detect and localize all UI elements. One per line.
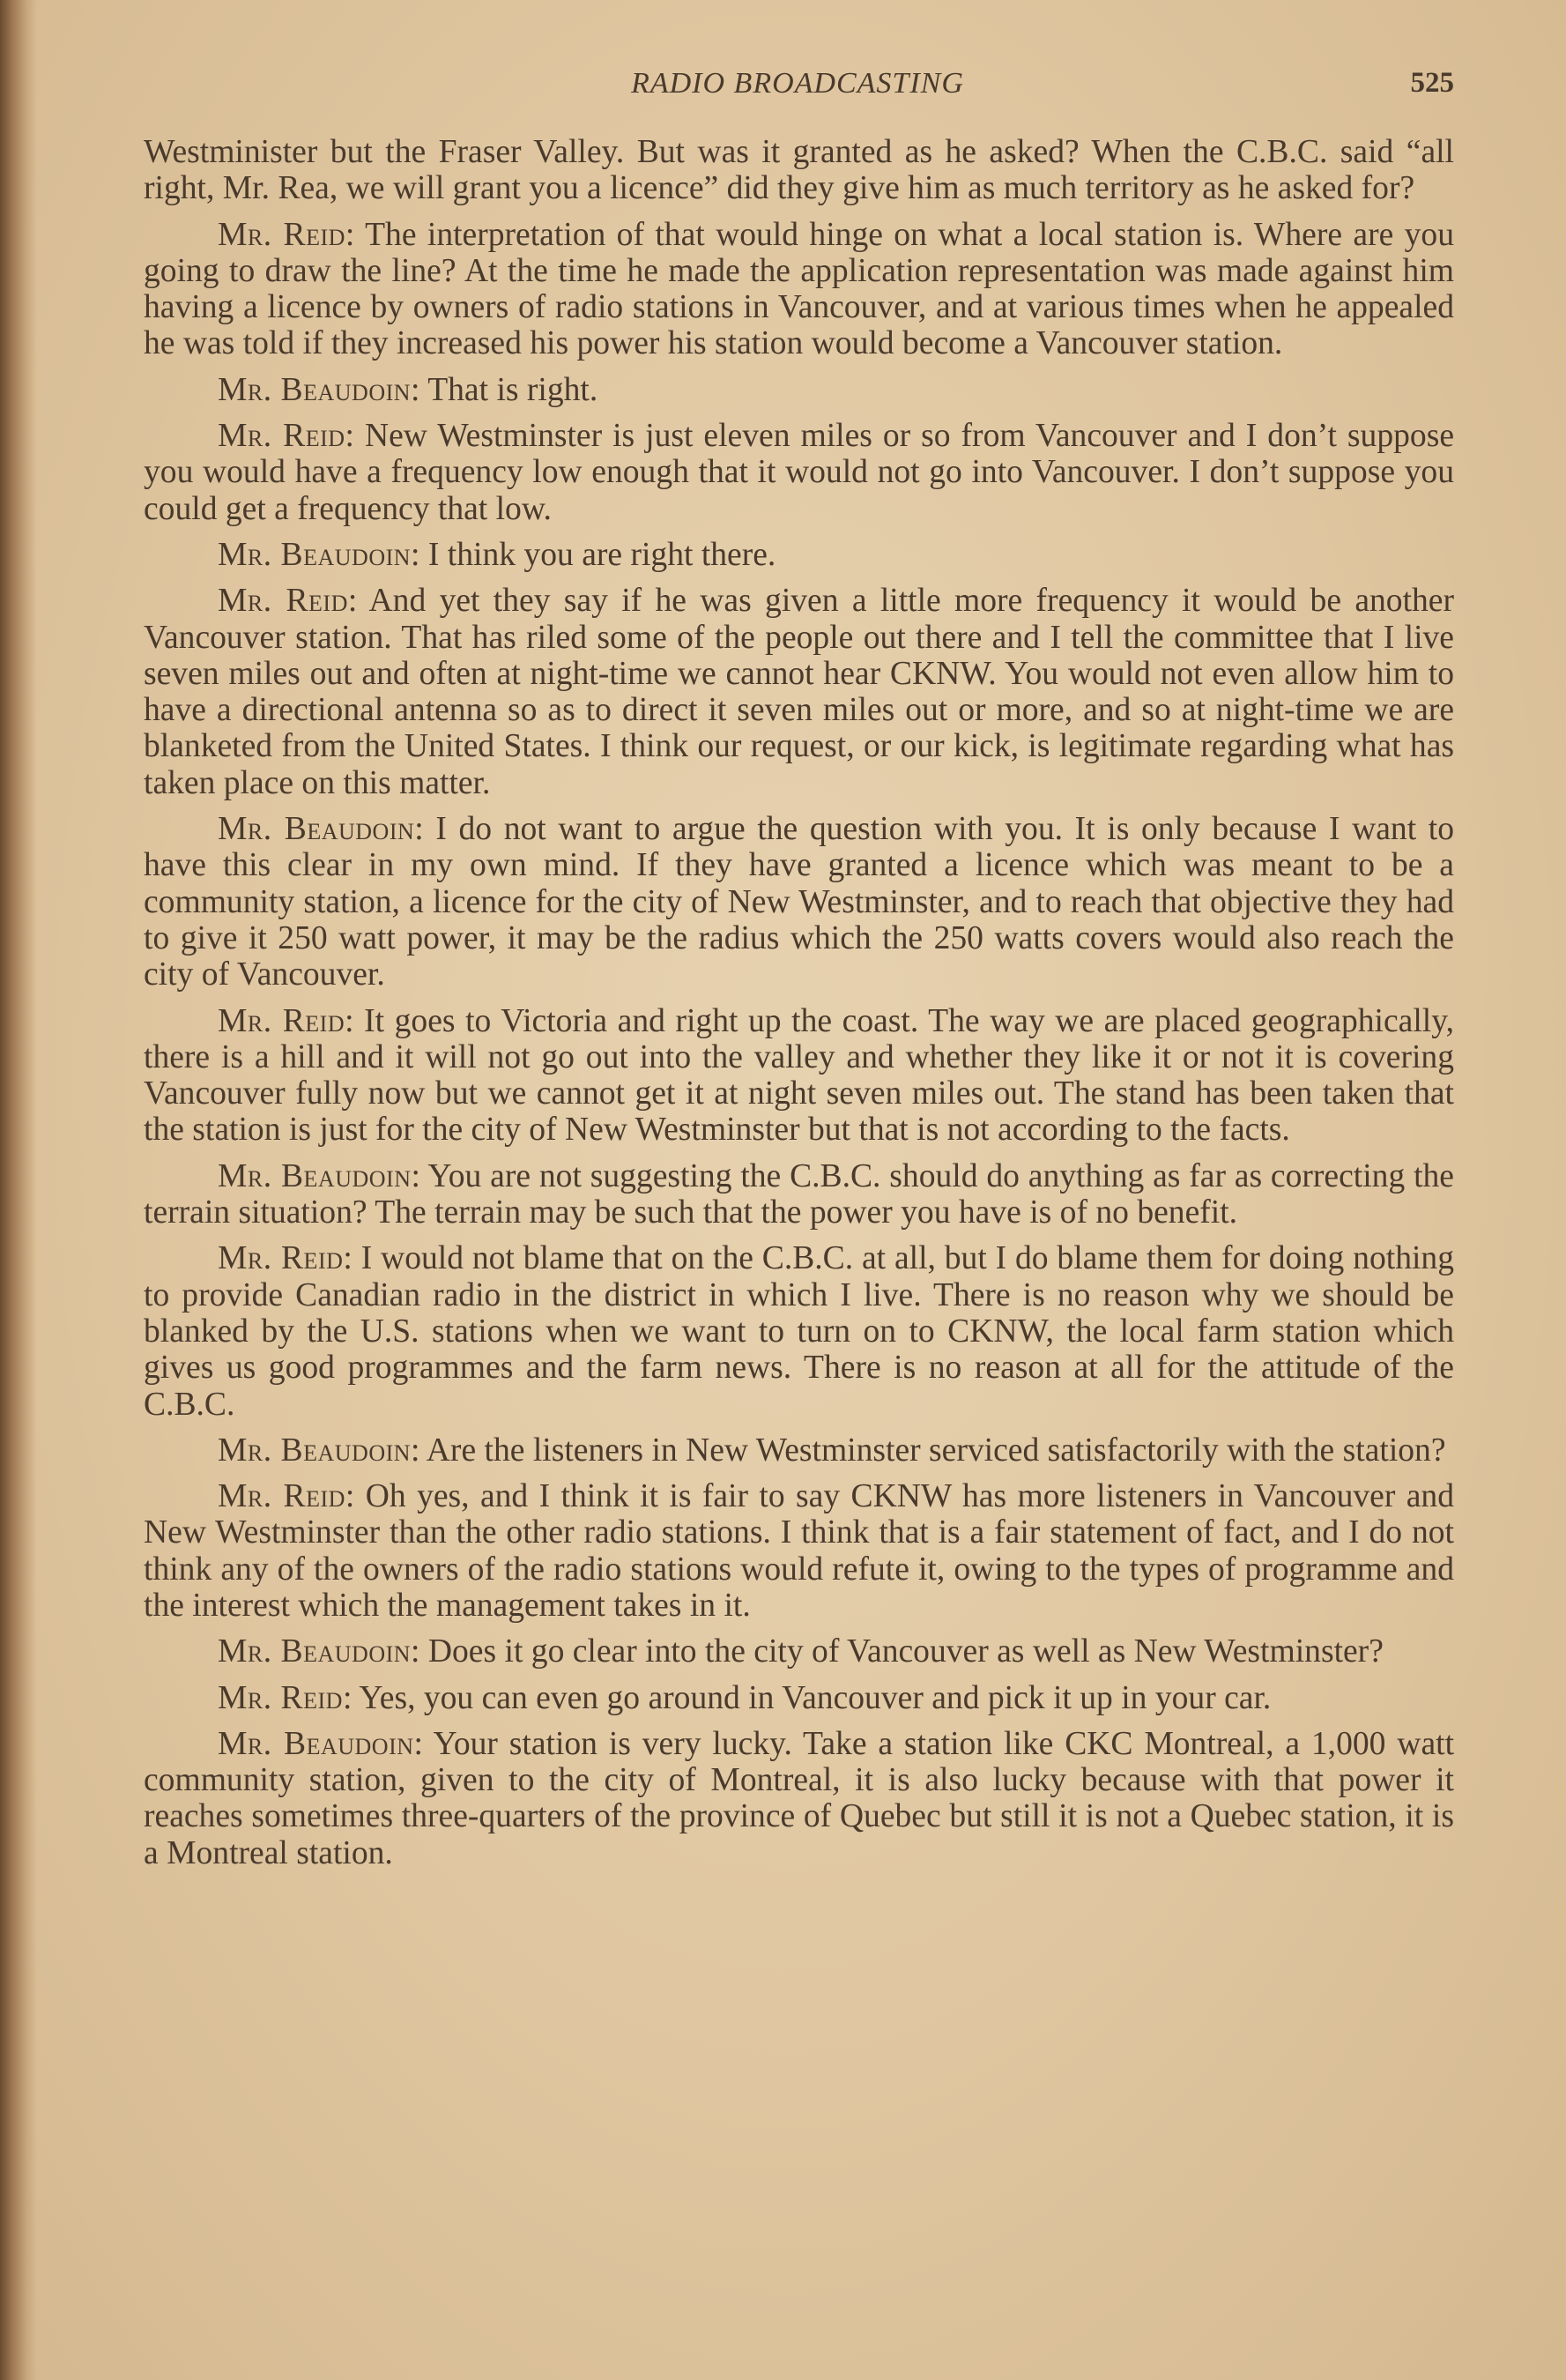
page-number: 525: [1410, 67, 1454, 99]
paragraph-text: I do not want to argue the question with you. It is only because I want to have this clear in my own mind. If they have granted a licence which was meant to be a community station, a licence for the city of New Westminster, and to reach that objective they had to give it 250 watt power, it may be the radius which the 250 watts covers would also reach the city of Vancouver.: [144, 811, 1454, 993]
speech-paragraph: Mr. Beaudoin: You are not suggesting the C.B.C. should do anything as far as correcting the terrain situation? The terrain may be such that the power you have is of no benefit.: [144, 1157, 1454, 1231]
speaker-name: Mr. Beaudoin: [218, 1432, 412, 1469]
speech-paragraph: Mr. Beaudoin: I do not want to argue the question with you. It is only because I want to have this clear in my own mind. If they have granted a licence which was meant to be a community station, a licence for the city of New Westminster, and to reach that objective they had to give it 250 watt power, it may be the radius which the 250 watts covers would also reach the city of Vancouver.: [144, 811, 1454, 993]
paragraph-text: Does it go clear into the city of Vancouver as well as New Westminster?: [427, 1633, 1384, 1670]
paragraph-text: New Westminster is just eleven miles or so from Vancouver and I don’t suppose you would have a frequency low enough that it would not go into Vancouver. I don’t suppose you could get a frequency that low.: [144, 418, 1454, 527]
page-body: [144, 134, 1454, 1881]
speaker-name: Mr. Beaudoin: [218, 1633, 412, 1670]
speech-paragraph: Mr. Reid: Oh yes, and I think it is fair to say CKNW has more listeners in Vancouver and New Westminster than the other radio stations. I think that is a fair statement of fact, and I do not think any of the owners of the radio stations would refute it, owing to the types of programme and the interest which the management takes in it.: [144, 1478, 1454, 1624]
paragraph-text: The interpretation of that would hinge on what a local station is. Where are you going to draw the line? At the time he made the application representation was made against him having a licence by owners of radio stations in Vancouver, and at various times when he appealed he was told if they increased his power his station would become a Vancouver station.: [144, 216, 1455, 362]
book-spine-shadow: [0, 0, 37, 2380]
speaker-name: Mr. Reid: [218, 216, 345, 253]
speech-paragraph: Mr. Beaudoin: That is right.: [218, 371, 598, 408]
speaker-name: Mr. Beaudoin: [218, 536, 412, 573]
paragraph-text: Yes, you can even go around in Vancouver and pick it up in your car.: [359, 1679, 1272, 1716]
speaker-name: Mr. Beaudoin: [218, 1157, 412, 1194]
paragraph-text: Oh yes, and I think it is fair to say CKNW has more listeners in Vancouver and New Westminster than the other radio stations. I think that is a fair statement of fact, and I do not think any of the owners of the radio stations would refute it, owing to the types of programme and the interest which the management takes in it.: [144, 1478, 1454, 1624]
paragraph-text: You are not suggesting the C.B.C. should do anything as far as correcting the terrain situation? The terrain may be such that the power you have is of no benefit.: [144, 1157, 1454, 1231]
speaker-name: Mr. Reid: [218, 1679, 343, 1716]
speaker-name: Mr. Reid: [218, 1240, 344, 1277]
speaker-name: Mr. Beaudoin: [218, 1725, 414, 1762]
speaker-name: Mr. Reid: [218, 583, 348, 620]
speech-paragraph: Mr. Beaudoin: I think you are right there.: [218, 536, 776, 573]
paragraph-text: And yet they say if he was given a little more frequency it would be another Vancouver station. That has riled some of the people out there and I tell the committee that I live seven miles out and often at night-time we cannot hear CKNW. You would not even allow him to have a directional antenna so as to direct it seven miles out or more, and so at night-time we are blanketed from the United States. I think our request, or our kick, is legitimate regarding what has taken place on this matter.: [144, 583, 1454, 801]
speaker-name: Mr. Reid: [218, 1002, 345, 1039]
paragraph-text: Westminister but the Fraser Valley. But was it granted as he asked? When the C.B.C. said “all right, Mr. Rea, we will grant you a licence” did they give him as much territory as he asked for?: [144, 134, 1454, 207]
paragraph-text: It goes to Victoria and right up the coast. The way we are placed geographically, there is a hill and it will not go out into the valley and whether they like it or not it is covering Vancouver fully now but we cannot get it at night seven miles out. The stand has been taken that the station is just for the city of New Westminster but that is not according to the facts.: [144, 1002, 1454, 1149]
speech-paragraph: Mr. Beaudoin: Your station is very lucky. Take a station like CKC Montreal, a 1,000 watt community station, given to the city of Montreal, it is also lucky because with that power it reaches sometimes three-quarters of the province of Quebec but still it is not a Quebec station, it is a Montreal station.: [144, 1725, 1455, 1871]
running-title: RADIO BROADCASTING: [631, 67, 964, 100]
speech-paragraph: Mr. Reid: New Westminster is just eleven miles or so from Vancouver and I don’t suppose you would have a frequency low enough that it would not go into Vancouver. I don’t suppose you could get a frequency that low.: [144, 418, 1454, 527]
speech-paragraph: Mr. Beaudoin: Does it go clear into the city of Vancouver as well as New Westminster?: [218, 1633, 1384, 1670]
running-head: [141, 67, 1454, 108]
continuation-paragraph: [144, 134, 1454, 207]
speech-paragraph: Mr. Beaudoin: Are the listeners in New Westminster serviced satisfactorily with the station?: [218, 1432, 1446, 1469]
speech-paragraph: Mr. Reid: The interpretation of that would hinge on what a local station is. Where are you going to draw the line? At the time he made the application representation was made against him having a licence by owners of radio stations in Vancouver, and at various times when he appealed he was told if they increased his power his station would become a Vancouver station.: [144, 216, 1455, 362]
paragraph-text: Your station is very lucky. Take a station like CKC Montreal, a 1,000 watt community station, given to the city of Montreal, it is also lucky because with that power it reaches sometimes three-quarters of the province of Quebec but still it is not a Quebec station, it is a Montreal station.: [144, 1725, 1455, 1871]
speech-paragraph: Mr. Reid: Yes, you can even go around in Vancouver and pick it up in your car.: [218, 1679, 1272, 1716]
paragraph-text: I would not blame that on the C.B.C. at all, but I do blame them for doing nothing to provide Canadian radio in the district in which I live. There is no reason why we should be blanked by the U.S. stations when we want to turn on to CKNW, the local farm station which gives us good programmes and the farm news. There is no reason at all for the attitude of the C.B.C.: [144, 1240, 1454, 1423]
speech-paragraph: Mr. Reid: And yet they say if he was given a little more frequency it would be another Vancouver station. That has riled some of the people out there and I tell the committee that I live seven miles out and often at night-time we cannot hear CKNW. You would not even allow him to have a directional antenna so as to direct it seven miles out or more, and so at night-time we are blanketed from the United States. I think our request, or our kick, is legitimate regarding what has taken place on this matter.: [144, 583, 1454, 801]
speaker-name: Mr. Reid: [218, 418, 345, 455]
speaker-name: Mr. Reid: [218, 1478, 345, 1515]
paragraph-text: I think you are right there.: [427, 536, 776, 573]
speech-paragraph: Mr. Reid: It goes to Victoria and right up the coast. The way we are placed geographically, there is a hill and it will not go out into the valley and whether they like it or not it is covering Vancouver fully now but we cannot get it at night seven miles out. The stand has been taken that the station is just for the city of New Westminster but that is not according to the facts.: [144, 1002, 1454, 1149]
speaker-name: Mr. Beaudoin: [218, 811, 415, 848]
paragraph-text: That is right.: [427, 371, 598, 408]
speech-paragraph: Mr. Reid: I would not blame that on the C.B.C. at all, but I do blame them for doing nothing to provide Canadian radio in the district in which I live. There is no reason why we should be blanked by the U.S. stations when we want to turn on to CKNW, the local farm station which gives us good programmes and the farm news. There is no reason at all for the attitude of the C.B.C.: [144, 1240, 1454, 1423]
paragraph-text: Are the listeners in New Westminster serviced satisfactorily with the station?: [426, 1432, 1446, 1469]
speaker-name: Mr. Beaudoin: [218, 371, 412, 408]
